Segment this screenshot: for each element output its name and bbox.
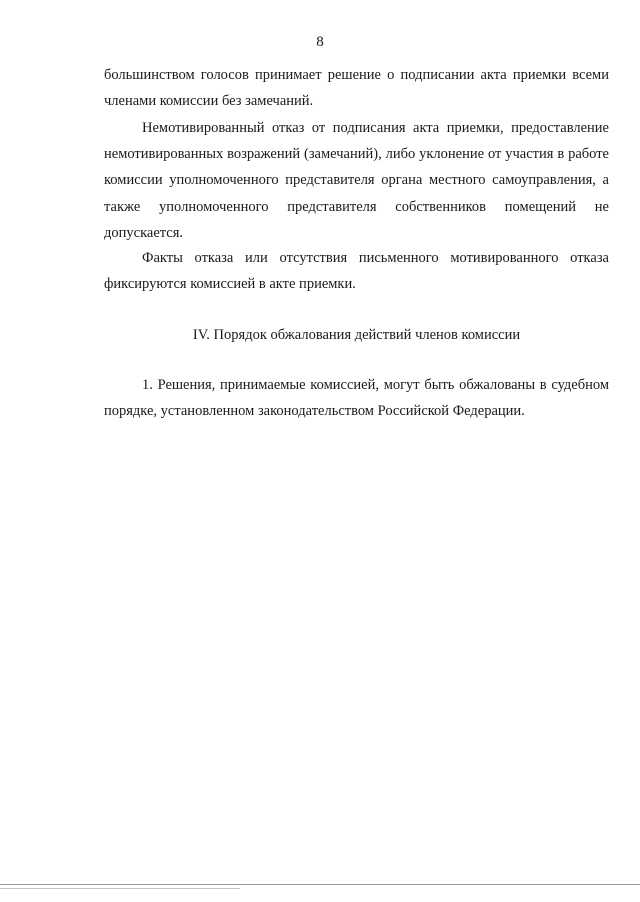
- paragraph-facts: Факты отказа или отсутствия письменного мотивированного отказа фиксируются комиссией в акте приемки.: [104, 250, 609, 293]
- paragraph-appeal: 1. Решения, принимаемые комиссией, могут быть обжалованы в судебном порядке, установленном законодательством Российской Федерации.: [104, 377, 609, 420]
- footer-rule: [0, 884, 640, 885]
- page-number: 8: [316, 34, 324, 50]
- section-heading: IV. Порядок обжалования действий членов комиссии: [192, 327, 521, 343]
- paragraph-continued: большинством голосов принимает решение о подписании акта приемки всеми членами комиссии без замечаний.: [104, 67, 609, 110]
- paragraph-refusal: Немотивированный отказ от подписания акта приемки, предоставление немотивированных возражений (замечаний), либо уклонение от участия в работе комиссии уполномоченного представителя органа местного самоуправления, а также уполномоченного представителя собственников помещений не допускается.: [104, 120, 609, 241]
- footer-rule-secondary: [0, 888, 240, 889]
